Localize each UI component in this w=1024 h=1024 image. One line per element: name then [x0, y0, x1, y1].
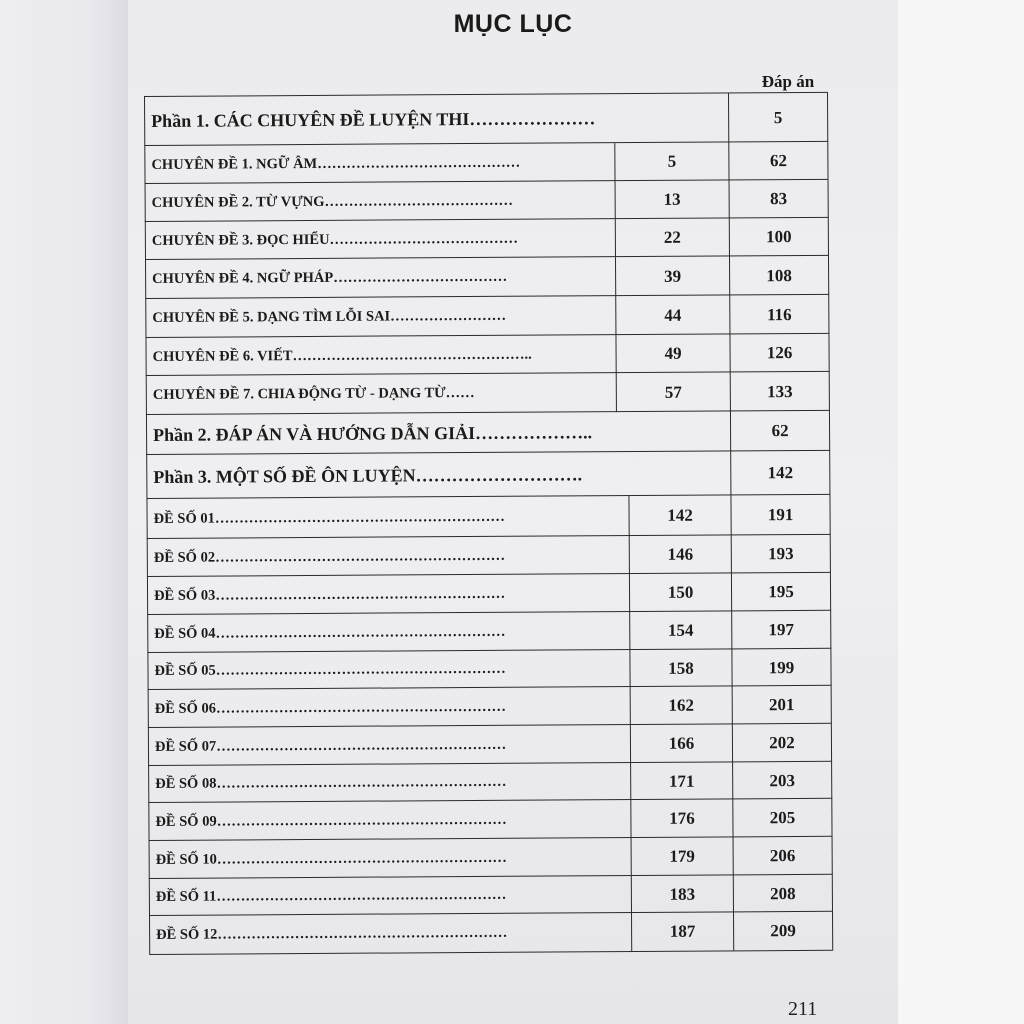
left-page-edge — [0, 0, 128, 1024]
toc-part-label: Phần 2. ĐÁP ÁN VÀ HƯỚNG DẪN GIẢI……………….. — [146, 411, 730, 455]
toc-exam-row — [148, 723, 832, 766]
toc-answer-page: 100 — [729, 218, 829, 257]
table-of-contents — [144, 92, 833, 972]
toc-exam-row — [148, 798, 832, 841]
toc-answer-page: 193 — [731, 535, 831, 574]
toc-page-number: 158 — [629, 649, 731, 687]
toc-answer-page: 195 — [731, 573, 831, 612]
toc-topic-label: CHUYÊN ĐỀ 3. ĐỌC HIỂU………………………………… — [145, 219, 615, 260]
toc-answer-page: 199 — [731, 649, 831, 687]
toc-exam-row — [146, 494, 830, 539]
toc-answer-page: 202 — [732, 724, 832, 763]
book-page — [128, 0, 898, 1024]
toc-answer-page: 208 — [733, 875, 833, 913]
toc-topic-label: CHUYÊN ĐỀ 1. NGỮ ÂM…………………………………… — [144, 143, 614, 184]
toc-exam-label: ĐỀ SỐ 11…………………………………………………… — [149, 876, 631, 916]
toc-exam-label: ĐỀ SỐ 04…………………………………………………… — [147, 612, 629, 653]
toc-topic-label: CHUYÊN ĐỀ 2. TỪ VỰNG………………………………… — [145, 181, 615, 222]
toc-exam-label: ĐỀ SỐ 07…………………………………………………… — [148, 725, 630, 766]
toc-page-number: 22 — [615, 218, 729, 257]
toc-answer-page: 126 — [729, 334, 829, 373]
toc-exam-label: ĐỀ SỐ 02…………………………………………………… — [147, 536, 629, 577]
toc-page-number: 57 — [616, 372, 730, 412]
toc-exam-row — [149, 874, 833, 916]
toc-page-number: 183 — [631, 875, 733, 913]
toc-answer-page: 206 — [733, 837, 833, 876]
toc-topic-row — [146, 371, 830, 415]
toc-part-label: Phần 1. CÁC CHUYÊN ĐỀ LUYỆN THI………………… — [144, 93, 728, 146]
toc-answer-page: 116 — [729, 295, 829, 335]
toc-answer-page: 83 — [729, 180, 829, 219]
toc-topic-label: CHUYÊN ĐỀ 5. DẠNG TÌM LỖI SAI…………………… — [145, 296, 615, 338]
toc-page-number: 44 — [615, 295, 729, 335]
toc-topic-row — [144, 141, 828, 184]
toc-page-number: 176 — [630, 799, 732, 838]
answer-column-header: Đáp án — [761, 72, 815, 91]
toc-page-number: 39 — [615, 256, 729, 296]
toc-page-number: 179 — [631, 837, 733, 876]
toc-page-number: 5 — [614, 142, 728, 181]
toc-topic-row — [145, 294, 829, 338]
toc-answer-page: 191 — [730, 495, 830, 536]
toc-page-number: 162 — [630, 686, 732, 725]
toc-answer-page: 62 — [730, 411, 830, 452]
toc-answer-page: 201 — [732, 686, 832, 725]
toc-page-number: 154 — [629, 611, 731, 650]
toc-exam-row — [149, 911, 833, 955]
toc-exam-label: ĐỀ SỐ 09…………………………………………………… — [148, 800, 630, 841]
toc-exam-label: ĐỀ SỐ 05…………………………………………………… — [147, 650, 629, 690]
toc-part-row — [146, 410, 830, 455]
toc-exam-label: ĐỀ SỐ 01…………………………………………………… — [146, 496, 628, 539]
toc-exam-row — [148, 761, 832, 803]
toc-page-number: 146 — [629, 535, 731, 574]
page-title: MỤC LỤC — [453, 10, 573, 38]
toc-page-number: 150 — [629, 573, 731, 612]
toc-topic-label: CHUYÊN ĐỀ 6. VIẾT………………………………………….. — [145, 335, 615, 376]
toc-answer-page: 142 — [730, 451, 830, 496]
toc-part-row — [144, 92, 828, 146]
toc-exam-label: ĐỀ SỐ 10…………………………………………………… — [149, 838, 631, 879]
toc-page-number: 166 — [630, 724, 732, 763]
toc-topic-label: CHUYÊN ĐỀ 4. NGỮ PHÁP……………………………… — [145, 257, 615, 299]
toc-answer-page: 203 — [732, 762, 832, 800]
toc-answer-page: 62 — [728, 142, 828, 181]
toc-exam-label: ĐỀ SỐ 08…………………………………………………… — [148, 763, 630, 803]
toc-exam-row — [147, 610, 831, 653]
toc-answer-page: 209 — [733, 912, 833, 951]
toc-topic-label: CHUYÊN ĐỀ 7. CHIA ĐỘNG TỪ - DẠNG TỪ…… — [146, 373, 616, 415]
toc-answer-page: 197 — [731, 611, 831, 650]
toc-answer-page: 133 — [730, 372, 830, 412]
toc-part-row — [146, 450, 830, 499]
toc-answer-page: 108 — [729, 256, 829, 296]
toc-part-label: Phần 3. MỘT SỐ ĐỀ ÔN LUYỆN………………………. — [146, 451, 730, 499]
toc-exam-row — [147, 572, 831, 615]
toc-exam-row — [148, 685, 832, 728]
toc-exam-label: ĐỀ SỐ 12…………………………………………………… — [149, 913, 631, 954]
toc-answer-page: 5 — [728, 93, 828, 143]
right-margin — [898, 0, 1024, 1024]
toc-topic-row — [145, 255, 829, 299]
toc-page-number: 187 — [631, 912, 733, 951]
toc-page-number: 49 — [615, 334, 729, 373]
toc-exam-label: ĐỀ SỐ 03…………………………………………………… — [147, 574, 629, 615]
toc-exam-row — [147, 534, 831, 577]
toc-page-number: 13 — [615, 180, 729, 219]
toc-topic-row — [145, 333, 829, 376]
toc-exam-row — [149, 836, 833, 879]
toc-answer-page: 205 — [732, 799, 832, 838]
page-number: 211 — [788, 998, 818, 1020]
toc-topic-row — [145, 217, 829, 260]
toc-exam-label: ĐỀ SỐ 06…………………………………………………… — [148, 687, 630, 728]
toc-exam-row — [147, 648, 831, 690]
toc-page-number: 171 — [630, 762, 732, 800]
toc-topic-row — [145, 179, 829, 222]
toc-page-number: 142 — [628, 495, 730, 536]
